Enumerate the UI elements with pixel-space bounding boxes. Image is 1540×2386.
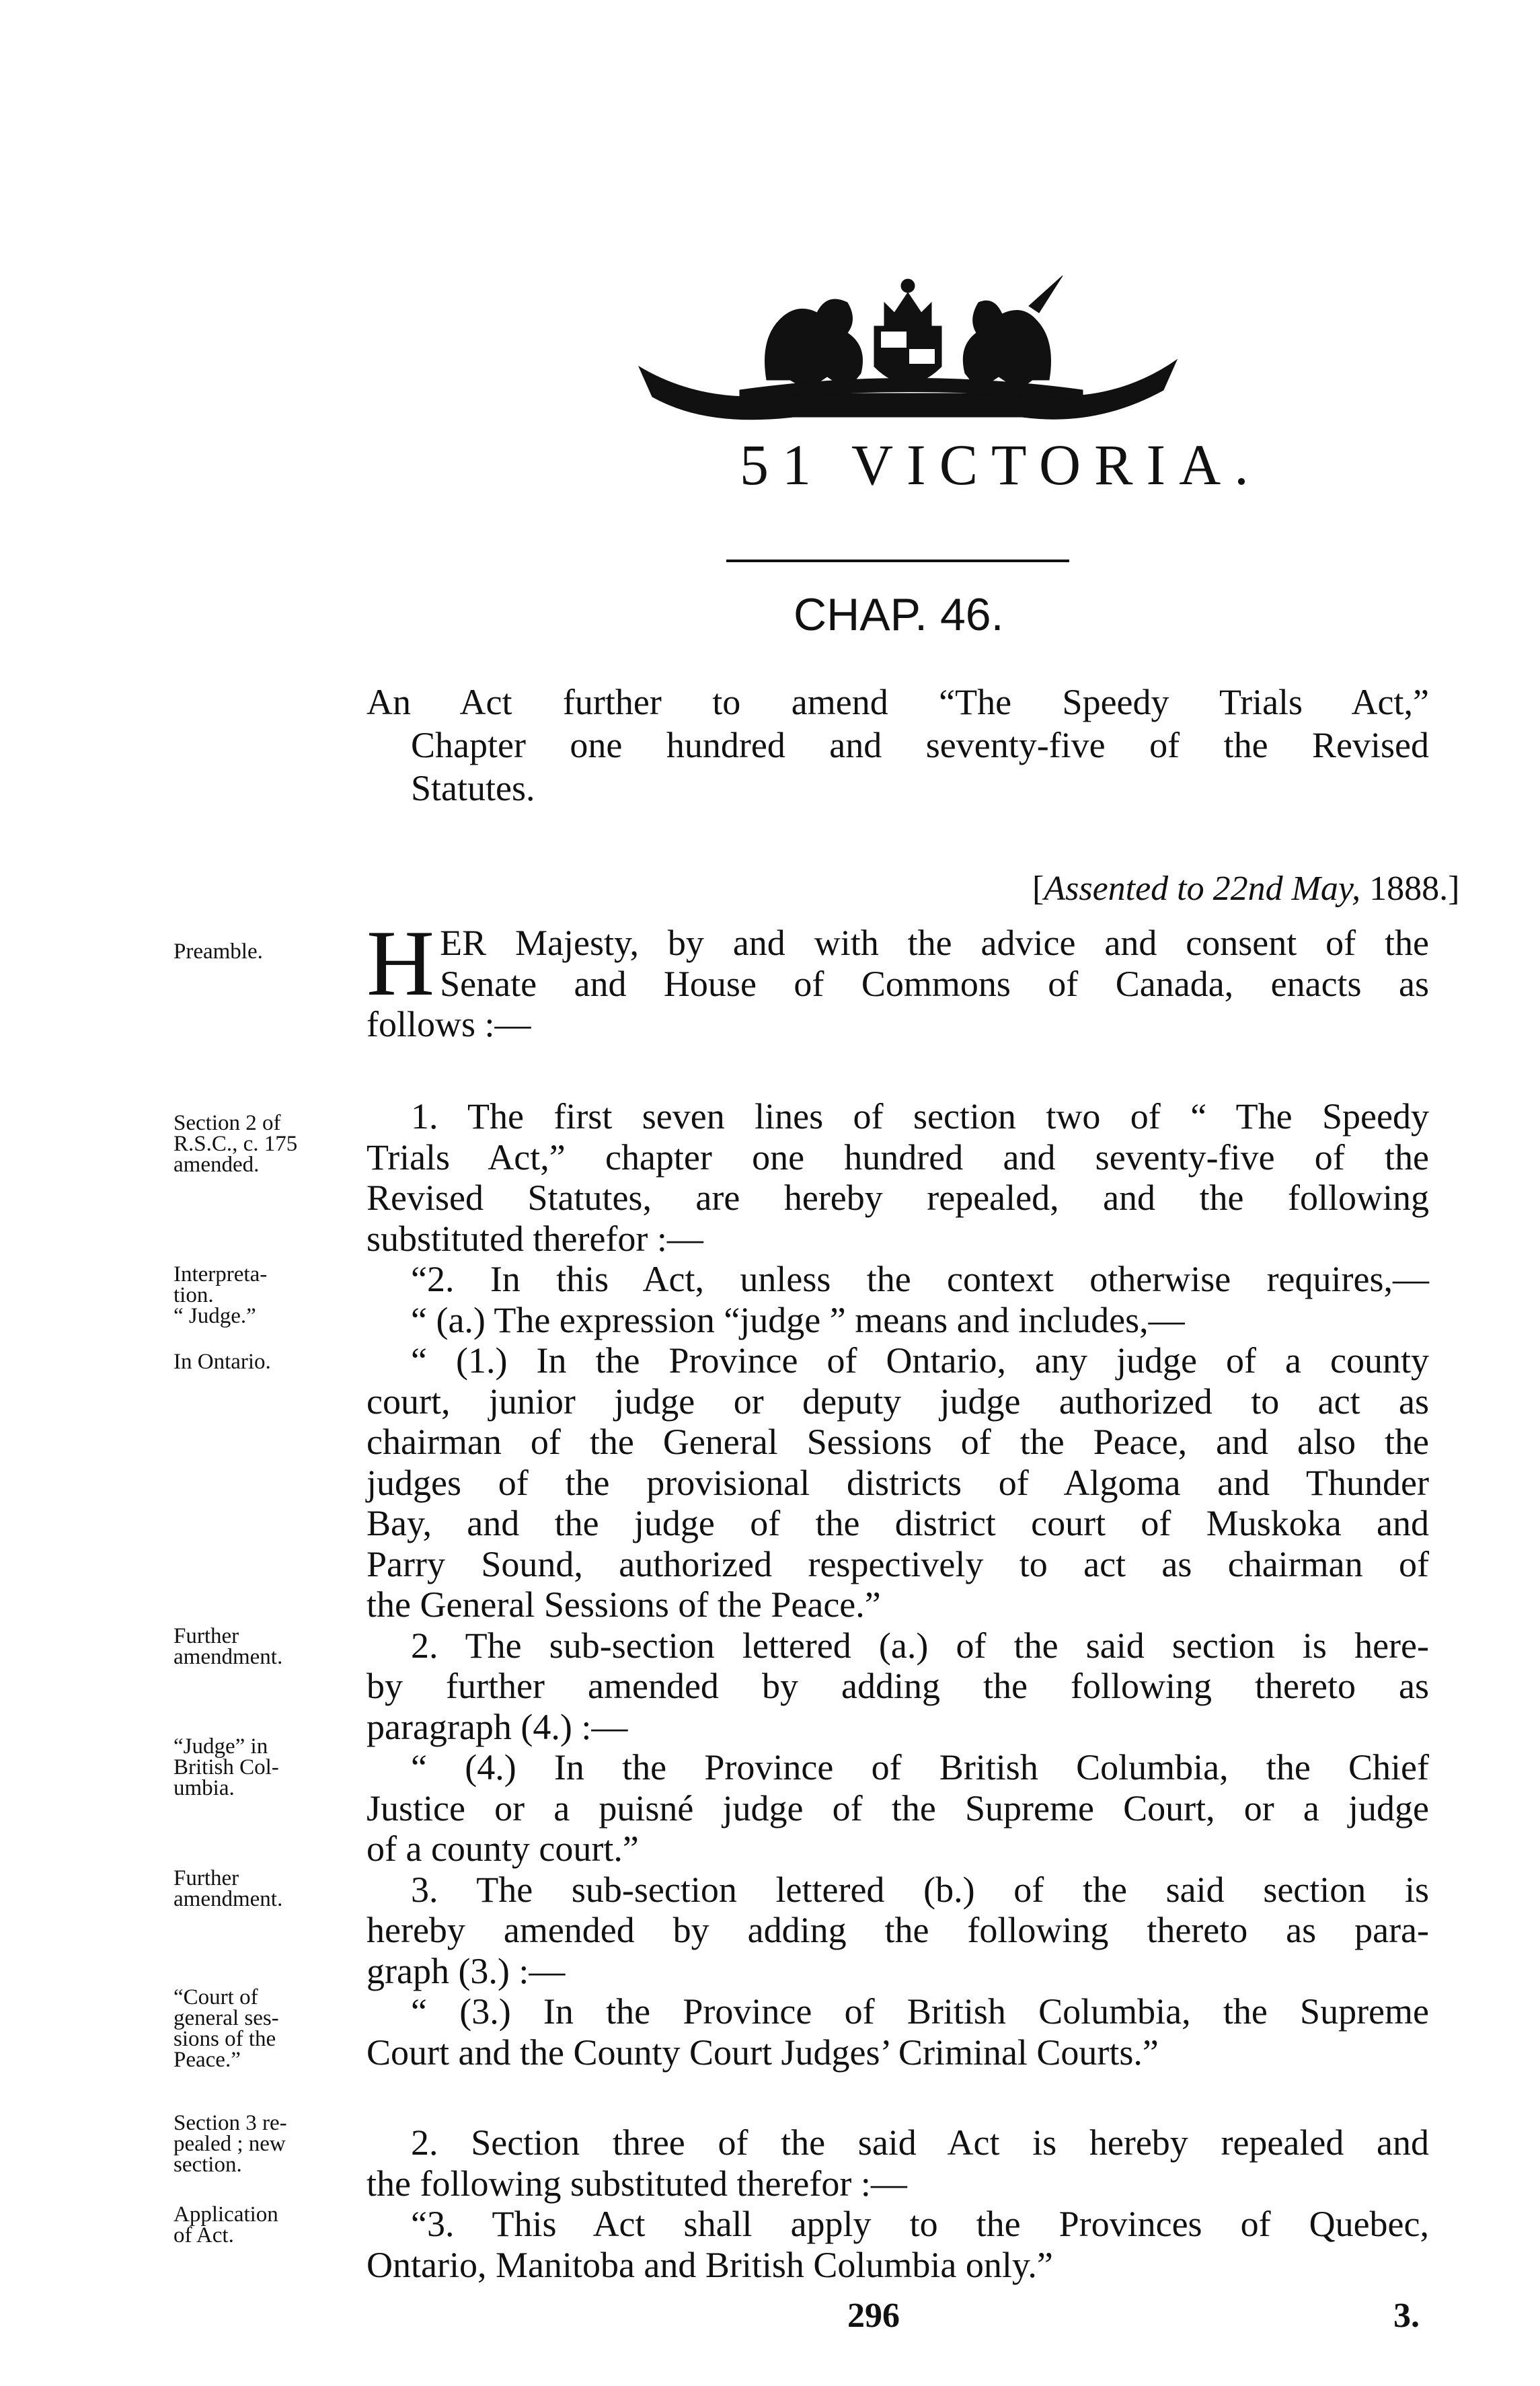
catchword: 3. xyxy=(1393,2297,1420,2335)
royal-coat-of-arms-icon xyxy=(625,266,1190,427)
preamble-line: follows :— xyxy=(367,1004,531,1044)
preamble-line: Senate and House of Commons of Canada, enacts as xyxy=(440,963,1429,1004)
margin-note-line: Further xyxy=(174,1866,239,1890)
margin-note-further-amendment-2 xyxy=(174,1868,369,1910)
margin-note-line: amended. xyxy=(174,1153,260,1177)
chapter-heading: CHAP. 46. xyxy=(794,589,1004,640)
section-line: 2. Section three of the said Act is hereby repealed and xyxy=(411,2122,1429,2163)
section-line: by further amended by adding the following thereto as xyxy=(367,1666,1429,1706)
margin-note-line: Section 3 re- xyxy=(174,2111,287,2135)
section-line: hereby amended by adding the following thereto as para- xyxy=(367,1910,1429,1950)
margin-note-line: Interpreta- xyxy=(174,1262,268,1286)
section-line: the following substituted therefor :— xyxy=(367,2163,907,2204)
section-line: “ (4.) In the Province of British Columbia, the Chief xyxy=(411,1747,1429,1787)
margin-note-preamble xyxy=(174,941,369,962)
section-line: “3. This Act shall apply to the Provinces of Quebec, xyxy=(411,2204,1429,2244)
section-line: Revised Statutes, are hereby repealed, and the following xyxy=(367,1178,1429,1218)
section-line: Bay, and the judge of the district court of Muskoka and xyxy=(367,1503,1429,1543)
regnal-year-heading: 51 VICTORIA. xyxy=(740,432,1262,497)
margin-note-line: Application xyxy=(174,2202,278,2227)
margin-note-ontario xyxy=(174,1352,369,1373)
margin-note-line: “ Judge.” xyxy=(174,1304,256,1328)
section-line: substituted therefor :— xyxy=(367,1218,703,1259)
margin-note-line: Section 2 of xyxy=(174,1111,281,1135)
margin-note-line: section. xyxy=(174,2153,242,2177)
section-line: chairman of the General Sessions of the Peace, and also the xyxy=(367,1422,1429,1462)
section-line: “ (a.) The expression “judge ” means and includes,— xyxy=(411,1299,1185,1340)
preamble xyxy=(367,911,1429,1045)
section-line: of a county court.” xyxy=(367,1829,639,1869)
section-2 xyxy=(367,2122,1429,2285)
section-line: “ (3.) In the Province of British Columbia, the Supreme xyxy=(411,1991,1429,2032)
margin-note-line: general ses- xyxy=(174,2006,279,2030)
section-1 xyxy=(367,1096,1429,2073)
margin-note-line: Further xyxy=(174,1624,239,1648)
section-line: 3. The sub-section lettered (b.) of the said section is xyxy=(411,1869,1429,1910)
margin-note-line: Peace.” xyxy=(174,2048,241,2072)
act-title-line: Statutes. xyxy=(411,768,535,808)
margin-note-line: umbia. xyxy=(174,1776,235,1800)
margin-note-section-3 xyxy=(174,2113,369,2176)
margin-note-line: amendment. xyxy=(174,1887,283,1911)
margin-note-line: amendment. xyxy=(174,1645,283,1669)
section-line: Trials Act,” chapter one hundred and seventy-five of the xyxy=(367,1137,1429,1178)
section-line: Ontario, Manitoba and British Columbia only.” xyxy=(367,2244,1053,2285)
section-line: judges of the provisional districts of Algoma and Thunder xyxy=(367,1462,1429,1503)
section-line: Parry Sound, authorized respectively to act as chairman of xyxy=(367,1543,1429,1584)
margin-note-court-sessions xyxy=(174,1987,369,2071)
preamble-line: ER Majesty, by and with the advice and consent of the xyxy=(440,923,1429,963)
margin-note-interpretation xyxy=(174,1264,369,1327)
act-title-line: Chapter one hundred and seventy-five of the Revised xyxy=(411,725,1429,765)
margin-note-line: R.S.C., c. 175 xyxy=(174,1132,298,1156)
section-line: paragraph (4.) :— xyxy=(367,1706,628,1747)
drop-cap: H xyxy=(367,911,435,1015)
assent-label: Assented to 22nd May, xyxy=(1044,870,1361,908)
margin-note-line: British Col- xyxy=(174,1755,279,1779)
margin-note-line: “Judge” in xyxy=(174,1734,268,1759)
page-number: 296 xyxy=(847,2297,900,2335)
section-line: “ (1.) In the Province of Ontario, any judge of a county xyxy=(411,1340,1429,1381)
margin-note-line: In Ontario. xyxy=(174,1350,271,1374)
section-line: “2. In this Act, unless the context otherwise requires,— xyxy=(411,1259,1429,1299)
margin-note-section-2 xyxy=(174,1113,369,1176)
section-line: Justice or a puisné judge of the Supreme Court, or a judge xyxy=(367,1787,1429,1829)
act-title-line: An Act further to amend “The Speedy Trials Act,” xyxy=(367,682,1429,722)
section-line: graph (3.) :— xyxy=(367,1950,566,1991)
margin-note-line: pealed ; new xyxy=(174,2132,286,2156)
section-line: court, junior judge or deputy judge authorized to act as xyxy=(367,1381,1429,1422)
assent-date xyxy=(1032,872,1459,907)
title-divider xyxy=(726,560,1069,562)
margin-note-line: of Act. xyxy=(174,2223,234,2247)
section-line: Court and the County Court Judges’ Criminal Courts.” xyxy=(367,2032,1159,2073)
margin-note-application xyxy=(174,2204,369,2246)
assent-bracket: [ xyxy=(1032,870,1044,908)
margin-note-line: tion. xyxy=(174,1283,214,1307)
section-line: the General Sessions of the Peace.” xyxy=(367,1584,881,1625)
margin-note-judge-bc xyxy=(174,1736,369,1799)
section-line: 2. The sub-section lettered (a.) of the said section is here- xyxy=(411,1625,1429,1666)
margin-note-further-amendment xyxy=(174,1626,369,1668)
assent-year: 1888.] xyxy=(1360,870,1460,908)
margin-note-line: sions of the xyxy=(174,2027,276,2051)
margin-note-line: Preamble. xyxy=(174,939,263,964)
act-title xyxy=(367,681,1429,810)
section-line: 1. The first seven lines of section two of “ The Speedy xyxy=(411,1096,1429,1137)
margin-note-line: “Court of xyxy=(174,1985,258,2009)
